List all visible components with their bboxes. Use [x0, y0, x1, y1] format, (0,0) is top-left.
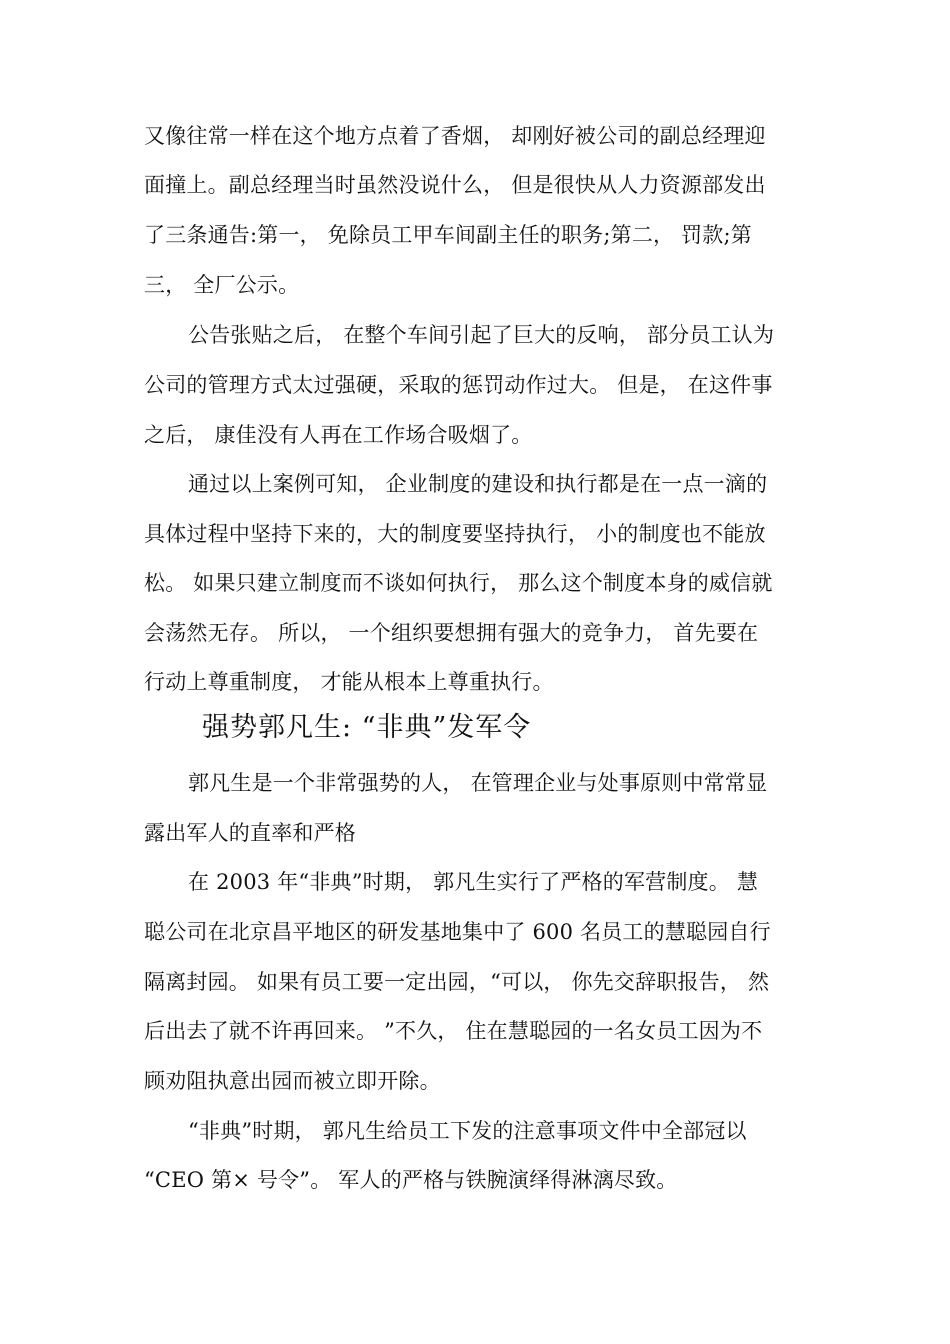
text-line: “非典”时期， 郭凡生给员工下发的注意事项文件中全部冠以 — [188, 1119, 747, 1143]
text-line: 又像往常一样在这个地方点着了香烟， 却刚好被公司的副总经理迎 — [144, 124, 766, 148]
section-heading: 强势郭凡生: “非典”发军令 — [202, 712, 532, 743]
text-line: 之后， 康佳没有人再在工作场合吸烟了。 — [144, 423, 533, 447]
text-line: 露出军人的直率和严格 — [144, 821, 356, 845]
text-line: 了三条通告:第一， 免除员工甲车间副主任的职务;第二， 罚款;第 — [144, 223, 752, 247]
text-line: 聪公司在北京昌平地区的研发基地集中了 600 名员工的慧聪园自行 — [144, 920, 771, 944]
text-line: 三， 全厂公示。 — [144, 273, 300, 297]
text-line: 公告张贴之后， 在整个车间引起了巨大的反响， 部分员工认为 — [188, 323, 775, 347]
text-line: 行动上尊重制度， 才能从根本上尊重执行。 — [144, 670, 554, 694]
text-line: 在 2003 年“非典”时期， 郭凡生实行了严格的军营制度。 慧 — [188, 870, 759, 894]
text-line: 松。 如果只建立制度而不谈如何执行， 那么这个制度本身的威信就 — [144, 571, 773, 595]
text-line: 顾劝阻执意出园而被立即开除。 — [144, 1069, 441, 1093]
text-line: 公司的管理方式太过强硬，采取的惩罚动作过大。 但是， 在这件事 — [144, 373, 773, 397]
text-line: 具体过程中坚持下来的，大的制度要坚持执行， 小的制度也不能放 — [144, 522, 766, 546]
text-line: 会荡然无存。 所以， 一个组织要想拥有强大的竞争力， 首先要在 — [144, 621, 759, 645]
text-line: 郭凡生是一个非常强势的人， 在管理企业与处事原则中常常显 — [188, 771, 768, 795]
text-line: 后出去了就不许再回来。 ”不久， 住在慧聪园的一名女员工因为不 — [144, 1019, 763, 1043]
text-line: 通过以上案例可知， 企业制度的建设和执行都是在一点一滴的 — [188, 472, 768, 496]
text-line: “CEO 第× 号令”。 军人的严格与铁腕演绎得淋漓尽致。 — [144, 1168, 678, 1192]
text-line: 隔离封园。 如果有员工要一定出园，“可以， 你先交辞职报告， 然 — [144, 970, 770, 994]
text-line: 面撞上。副总经理当时虽然没说什么， 但是很快从人力资源部发出 — [144, 173, 766, 197]
